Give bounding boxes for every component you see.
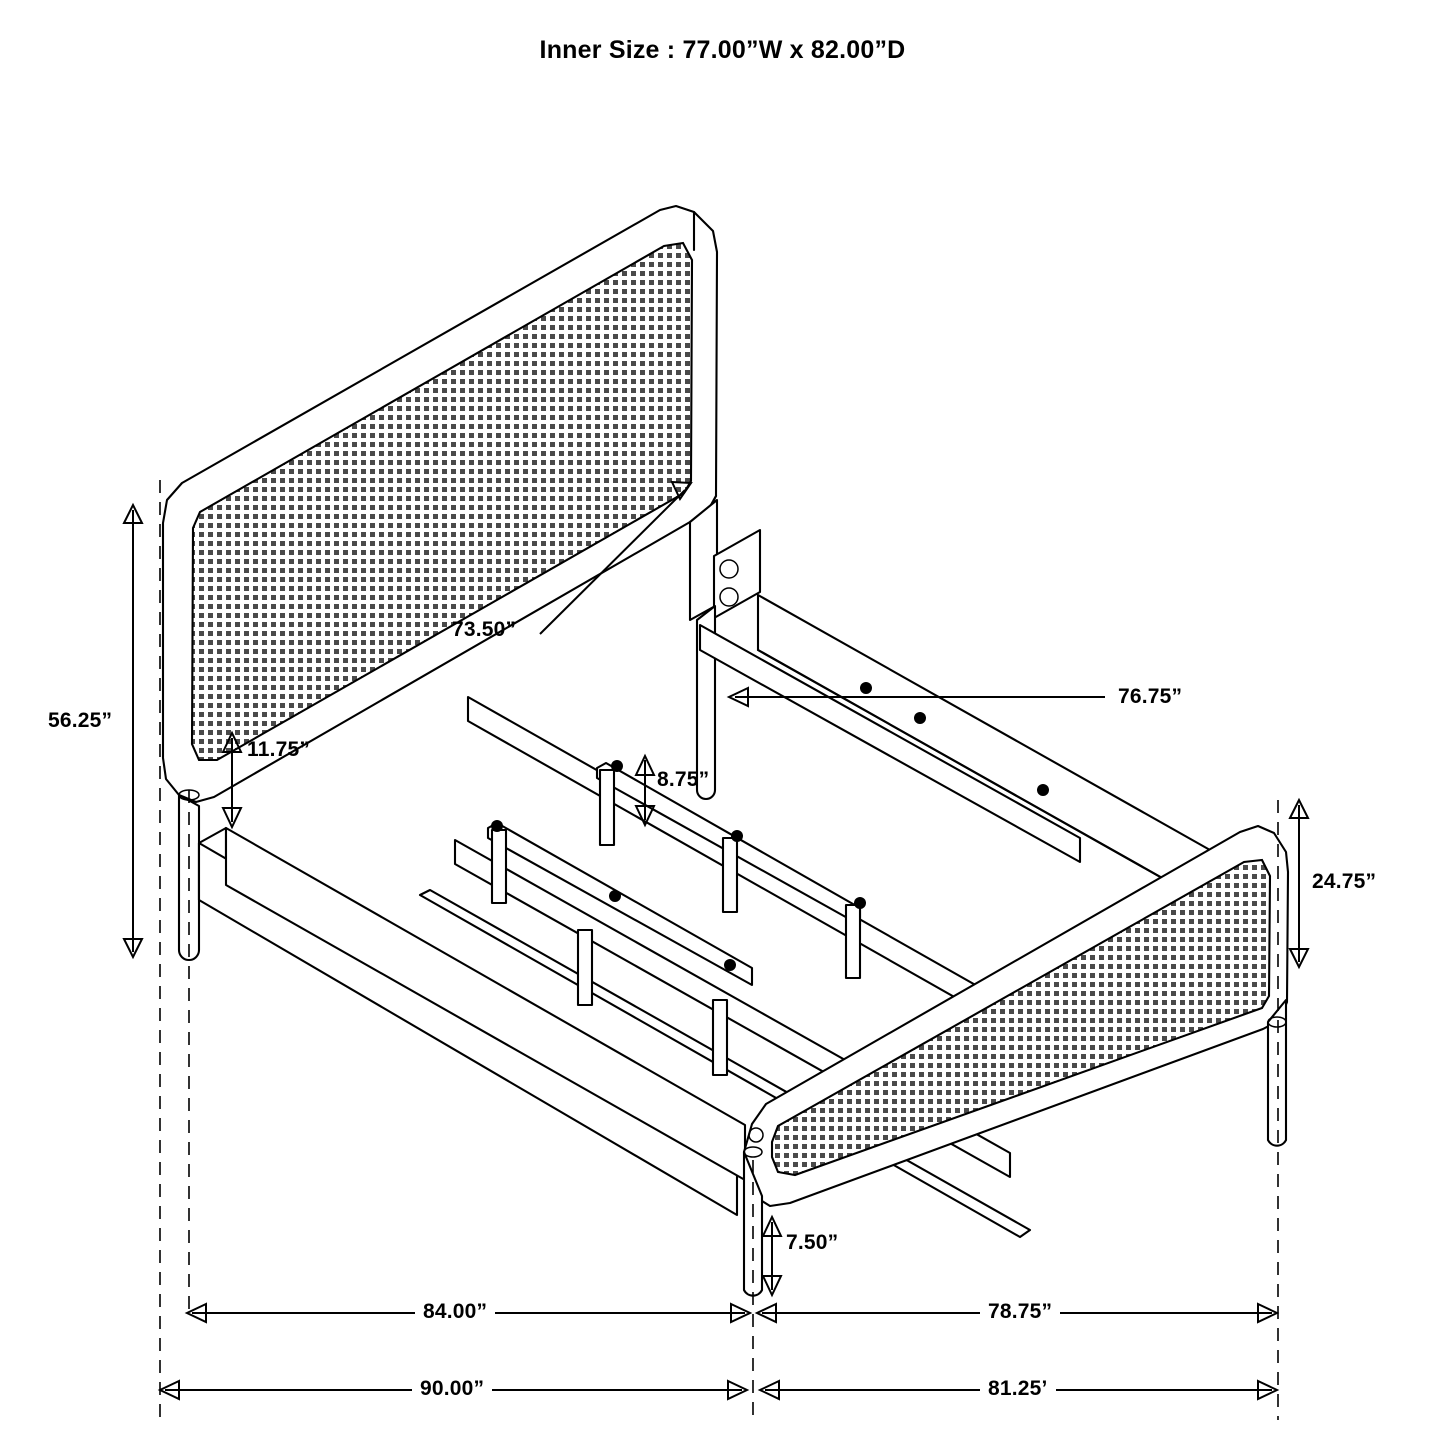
- dim-label-inner-rail-length: 76.75”: [1118, 685, 1183, 708]
- page-title: Inner Size : 77.00”W x 82.00”D: [539, 36, 906, 64]
- dim-label-overall-left-span: 84.00”: [415, 1300, 495, 1324]
- dim-label-footboard-clearance: 7.50”: [786, 1231, 839, 1254]
- dim-label-headboard-clearance: 11.75”: [247, 738, 311, 761]
- dim-label-slat-height: 8.75”: [657, 768, 710, 791]
- dim-label-outer-left-span: 90.00”: [412, 1377, 492, 1401]
- dim-label-outer-right-span: 81.25’: [980, 1377, 1056, 1401]
- dim-label-footboard-height: 24.75”: [1312, 870, 1377, 893]
- dim-label-headboard-panel-width: 73.50”: [452, 618, 517, 641]
- dim-label-overall-right-span: 78.75”: [980, 1300, 1060, 1324]
- dim-label-headboard-height: 56.25”: [48, 709, 113, 732]
